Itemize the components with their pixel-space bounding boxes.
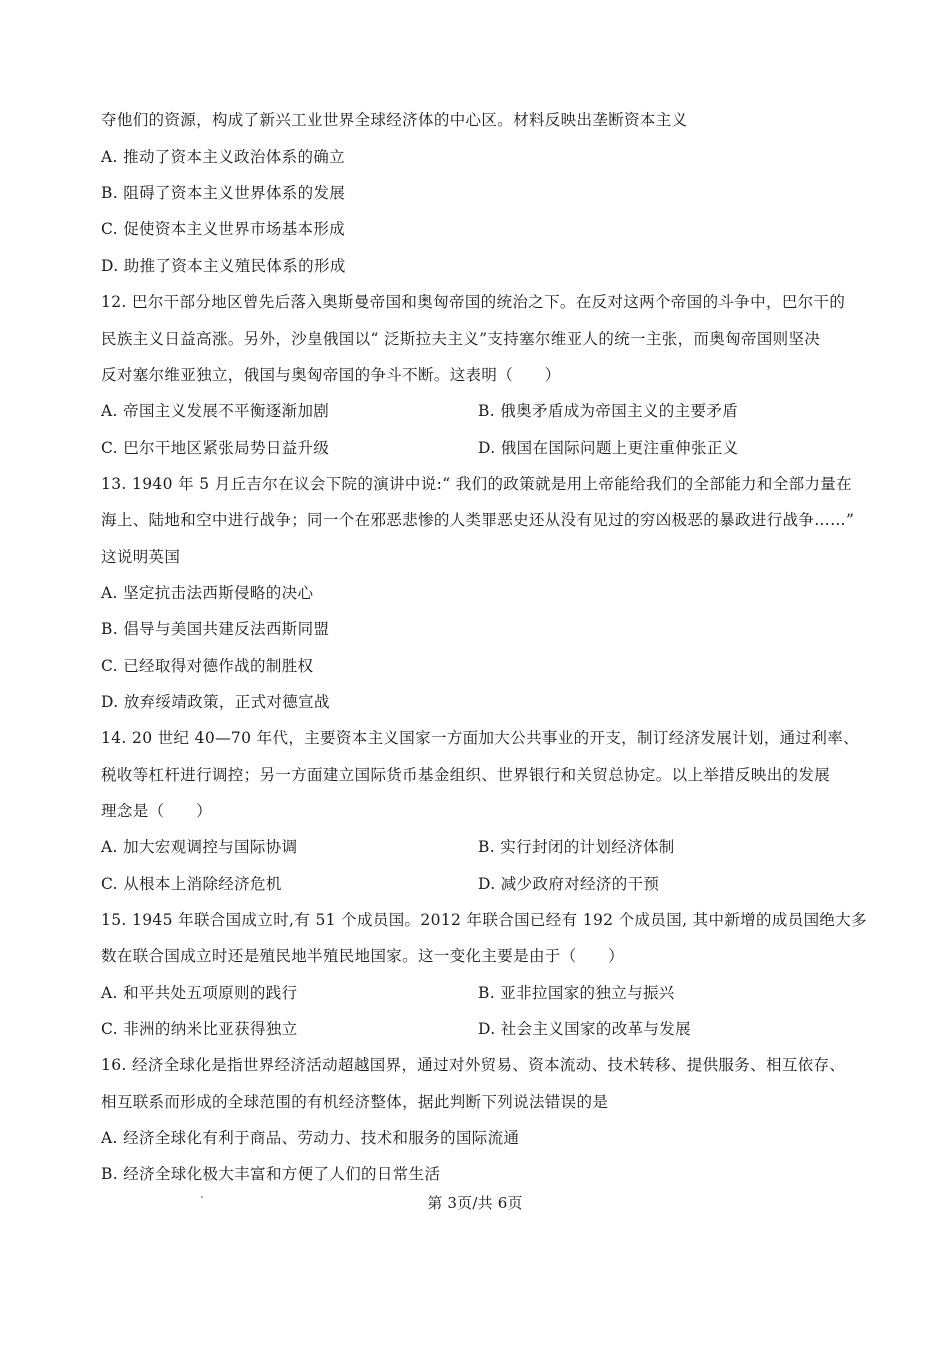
q13-stem-line-2: 海上、陆地和空中进行战争；同一个在邪恶悲惨的人类罪恶史还从没有见过的穷凶极恶的暴政进行战争……”	[101, 511, 855, 529]
q11-option-b: B. 阻碍了资本主义世界体系的发展	[101, 184, 346, 202]
q14-stem-line-1: 14. 20 世纪 40—70 年代，主要资本主义国家一方面加大公共事业的开支，制订经济发展计划，通过利率、	[101, 729, 859, 747]
q13-option-c: C. 已经取得对德作战的制胜权	[101, 657, 314, 675]
q16-option-a: A. 经济全球化有利于商品、劳动力、技术和服务的国际流通	[101, 1129, 520, 1147]
q15-option-c: C. 非洲的纳米比亚获得独立	[101, 1020, 298, 1038]
q15-option-d: D. 社会主义国家的改革与发展	[478, 1020, 691, 1038]
q12-stem-line-1: 12. 巴尔干部分地区曾先后落入奥斯曼帝国和奥匈帝国的统治之下。在反对这两个帝国的斗争中，巴尔干的	[101, 293, 846, 311]
q14-stem-line-3: 理念是（ ）	[101, 802, 212, 820]
q11-option-d: D. 助推了资本主义殖民体系的形成	[101, 257, 346, 275]
q16-option-b: B. 经济全球化极大丰富和方便了人们的日常生活	[101, 1165, 441, 1183]
q13-option-a: A. 坚定抗击法西斯侵略的决心	[101, 584, 314, 602]
q16-stem-line-1: 16. 经济全球化是指世界经济活动超越国界，通过对外贸易、资本流动、技术转移、提供服务、相互依存、	[101, 1056, 846, 1074]
page-footer: 第 3页/共 6页	[427, 1194, 523, 1212]
q14-option-b: B. 实行封闭的计划经济体制	[478, 838, 675, 856]
q13-option-b: B. 倡导与美国共建反法西斯同盟	[101, 620, 330, 638]
q13-stem-line-3: 这说明英国	[101, 548, 181, 566]
q12-option-d: D. 俄国在国际问题上更注重伸张正义	[478, 439, 739, 457]
q12-stem-line-3: 反对塞尔维亚独立，俄国与奥匈帝国的争斗不断。这表明（ ）	[101, 366, 561, 384]
q14-option-d: D. 减少政府对经济的干预	[478, 875, 660, 893]
q15-option-a: A. 和平共处五项原则的践行	[101, 984, 298, 1002]
q14-stem-line-2: 税收等杠杆进行调控；另一方面建立国际货币基金组织、世界银行和关贸总协定。以上举措反映出的发展	[101, 766, 831, 784]
q16-stem-line-2: 相互联系而形成的全球范围的有机经济整体，据此判断下列说法错误的是	[101, 1093, 609, 1111]
q12-option-a: A. 帝国主义发展不平衡逐渐加剧	[101, 402, 330, 420]
q14-option-c: C. 从根本上消除经济危机	[101, 875, 282, 893]
q12-option-c: C. 巴尔干地区紧张局势日益升级	[101, 439, 330, 457]
q12-stem-line-2: 民族主义日益高涨。另外，沙皇俄国以“ 泛斯拉夫主义”支持塞尔维亚人的统一主张，而奥匈帝国则坚决	[101, 330, 821, 348]
q13-option-d: D. 放弃绥靖政策，正式对德宣战	[101, 693, 330, 711]
q15-stem-line-2: 数在联合国成立时还是殖民地半殖民地国家。这一变化主要是由于（ ）	[101, 947, 625, 965]
q11-stem-continuation: 夺他们的资源，构成了新兴工业世界全球经济体的中心区。材料反映出垄断资本主义	[101, 111, 688, 129]
q15-option-b: B. 亚非拉国家的独立与振兴	[478, 984, 675, 1002]
q12-option-b: B. 俄奥矛盾成为帝国主义的主要矛盾	[478, 402, 739, 420]
q14-option-a: A. 加大宏观调控与国际协调	[101, 838, 298, 856]
q11-option-c: C. 促使资本主义世界市场基本形成	[101, 220, 346, 238]
q11-option-a: A. 推动了资本主义政治体系的确立	[101, 148, 345, 166]
q15-stem-line-1: 15. 1945 年联合国成立时,有 51 个成员国。2012 年联合国已经有 192 个成员国, 其中新增的成员国绝大多	[101, 911, 867, 929]
q13-stem-line-1: 13. 1940 年 5 月丘吉尔在议会下院的演讲中说:“ 我们的政策就是用上帝能给我们的全部能力和全部力量在	[101, 475, 852, 493]
